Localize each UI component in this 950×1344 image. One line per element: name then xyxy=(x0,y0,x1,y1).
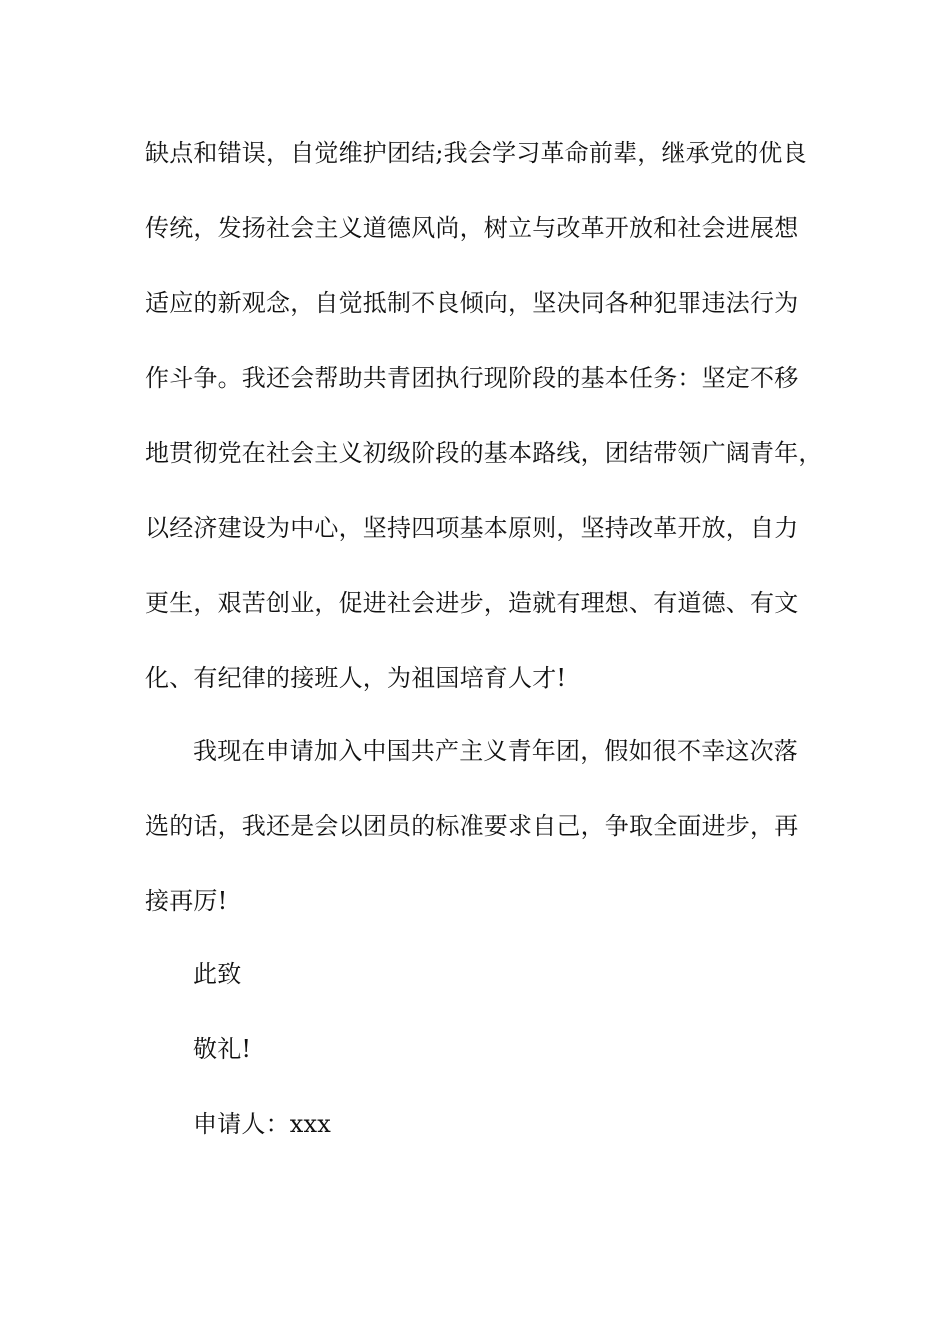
text-line: 适应的新观念，自觉抵制不良倾向，坚决同各种犯罪违法行为 xyxy=(145,289,799,317)
text-line: 接再厉! xyxy=(145,887,228,915)
text-line: 地贯彻党在社会主义初级阶段的基本路线，团结带领广阔青年， xyxy=(145,439,823,467)
closing-salutation-2: 敬礼! xyxy=(193,1035,252,1063)
text-line: 传统，发扬社会主义道德风尚，树立与改革开放和社会进展想 xyxy=(145,214,799,242)
text-line: 作斗争。我还会帮助共青团执行现阶段的基本任务：坚定不移 xyxy=(145,364,799,392)
text-line: 更生，艰苦创业，促进社会进步，造就有理想、有道德、有文 xyxy=(145,589,799,617)
text-line: 缺点和错误，自觉维护团结;我会学习革命前辈，继承党的优良 xyxy=(145,139,807,167)
text-line: 化、有纪律的接班人，为祖国培育人才! xyxy=(145,664,567,692)
text-line: 选的话，我还是会以团员的标准要求自己，争取全面进步，再 xyxy=(145,812,799,840)
text-line: 以经济建设为中心，坚持四项基本原则，坚持改革开放，自力 xyxy=(145,514,799,542)
closing-salutation-1: 此致 xyxy=(193,960,242,988)
text-line: 我现在申请加入中国共产主义青年团，假如很不幸这次落 xyxy=(193,737,798,765)
applicant-signature: 申请人：xxx xyxy=(193,1110,332,1138)
